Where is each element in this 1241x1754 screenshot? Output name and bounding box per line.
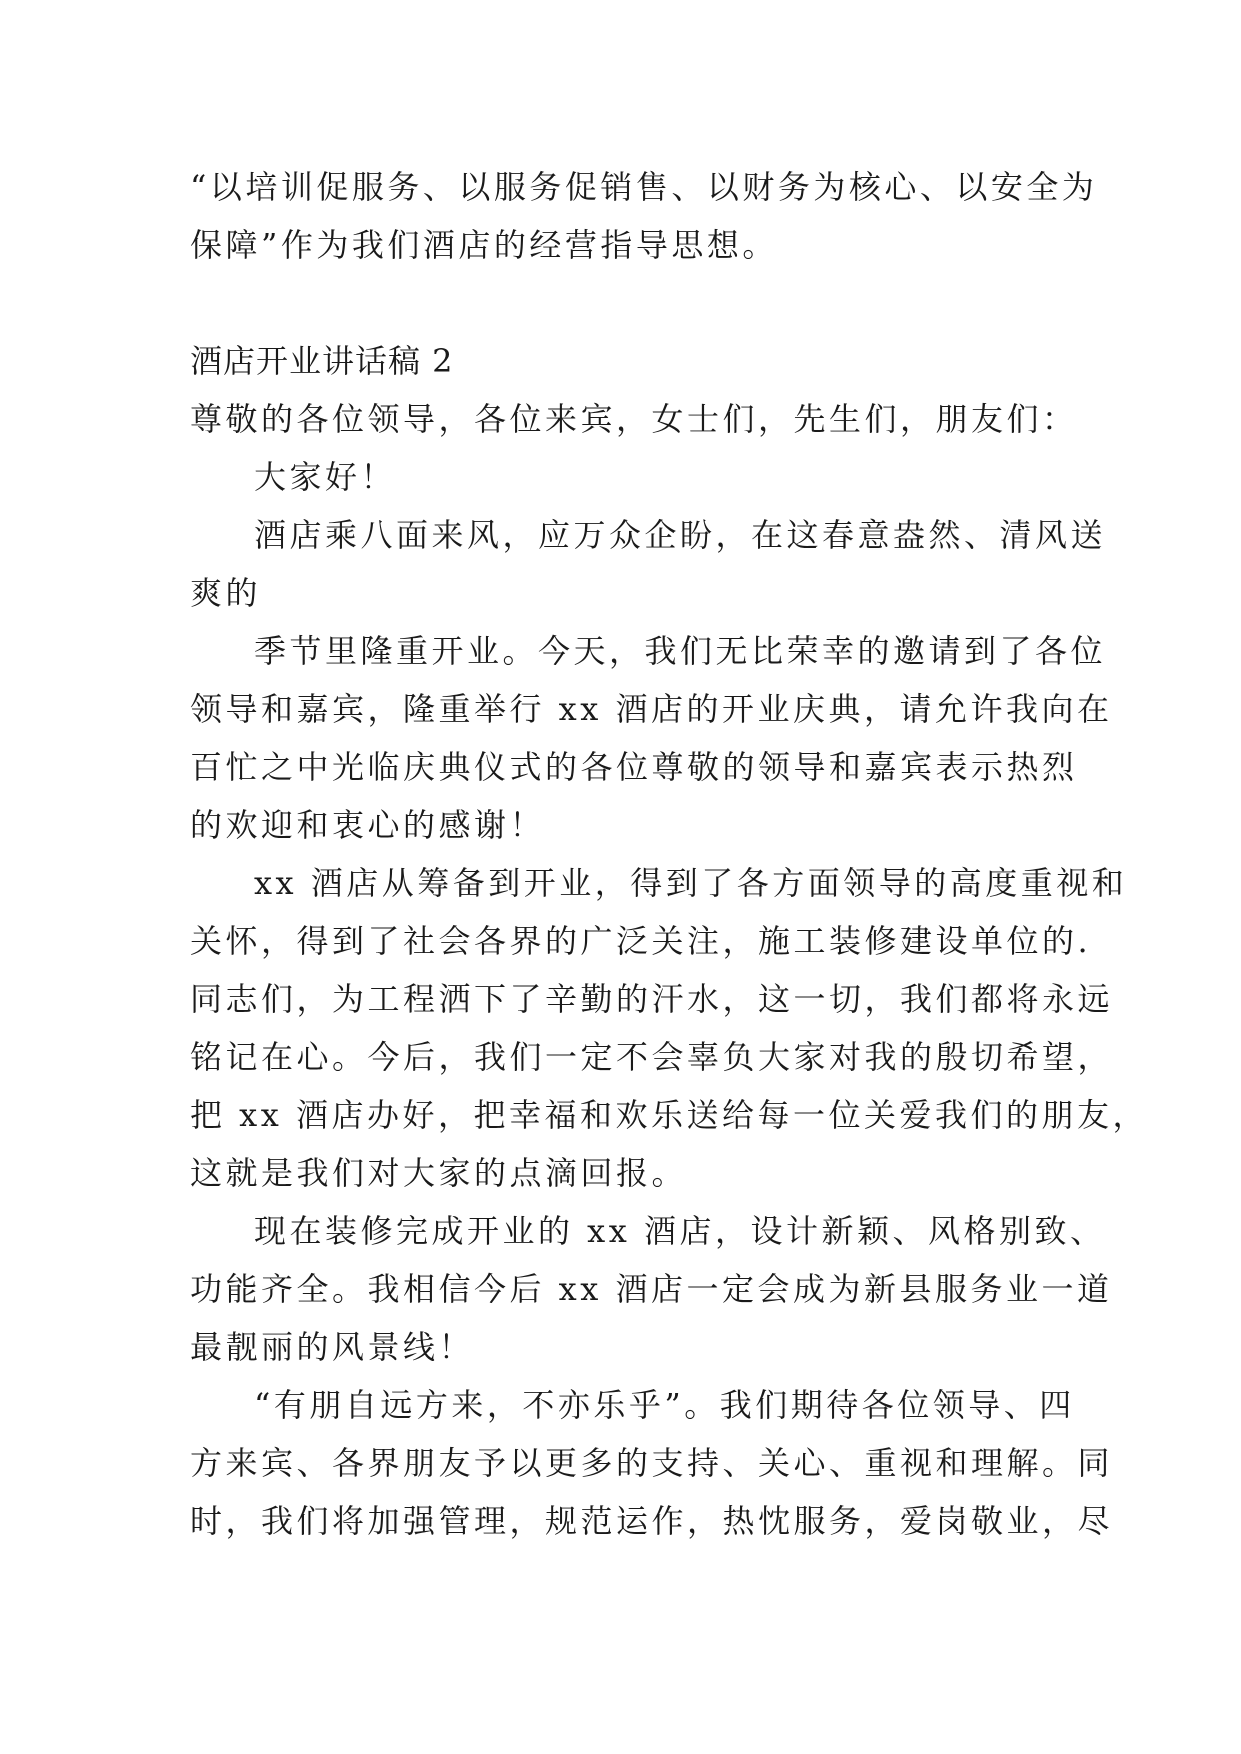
paragraph-4 xyxy=(190,1202,1113,1376)
text-line: 同志们，为工程洒下了辛勤的汗水，这一切，我们都将永远 xyxy=(190,980,1114,1018)
paragraph-1 xyxy=(190,506,1107,622)
text-line: 铭记在心。今后，我们一定不会辜负大家对我的殷切希望， xyxy=(190,1038,1114,1076)
text-line: 保障”作为我们酒店的经营指导思想。 xyxy=(190,226,778,264)
intro-paragraph xyxy=(190,158,1098,274)
section-title: 酒店开业讲话稿 2 xyxy=(190,342,454,380)
text-line: 爽的 xyxy=(190,574,262,612)
speech-section xyxy=(190,332,1148,1550)
text-line: 时，我们将加强管理，规范运作，热忱服务，爱岗敬业，尽 xyxy=(190,1502,1114,1540)
text-line: 功能齐全。我相信今后 xx 酒店一定会成为新县服务业一道 xyxy=(190,1270,1113,1308)
greeting: 大家好！ xyxy=(254,458,397,496)
text-line: 百忙之中光临庆典仪式的各位尊敬的领导和嘉宾表示热烈 xyxy=(190,748,1078,786)
text-line: 领导和嘉宾，隆重举行 xx 酒店的开业庆典，请允许我向在 xyxy=(190,690,1113,728)
text-line: 现在装修完成开业的 xx 酒店，设计新颖、风格别致、 xyxy=(254,1212,1106,1250)
text-line: 关怀，得到了社会各界的广泛关注，施工装修建设单位的. xyxy=(190,922,1092,960)
text-line: 方来宾、各界朋友予以更多的支持、关心、重视和理解。同 xyxy=(190,1444,1114,1482)
text-line: 季节里隆重开业。今天，我们无比荣幸的邀请到了各位 xyxy=(254,632,1107,670)
text-line: “有朋自远方来，不亦乐乎”。我们期待各位领导、四 xyxy=(254,1386,1075,1424)
salutation: 尊敬的各位领导，各位来宾，女士们，先生们，朋友们： xyxy=(190,400,1078,438)
paragraph-3 xyxy=(190,854,1148,1202)
text-line: 酒店乘八面来风，应万众企盼，在这春意盎然、清风送 xyxy=(254,516,1107,554)
paragraph-5 xyxy=(190,1376,1114,1550)
text-line: 的欢迎和衷心的感谢！ xyxy=(190,806,546,844)
text-line: “以培训促服务、以服务促销售、以财务为核心、以安全为 xyxy=(190,168,1098,206)
text-line: xx 酒店从筹备到开业，得到了各方面领导的高度重视和 xyxy=(254,864,1128,902)
text-line: 这就是我们对大家的点滴回报。 xyxy=(190,1154,688,1192)
text-line: 把 xx 酒店办好，把幸福和欢乐送给每一位关爱我们的朋友， xyxy=(190,1096,1148,1134)
text-line: 最靓丽的风景线！ xyxy=(190,1328,475,1366)
paragraph-2 xyxy=(190,622,1113,854)
